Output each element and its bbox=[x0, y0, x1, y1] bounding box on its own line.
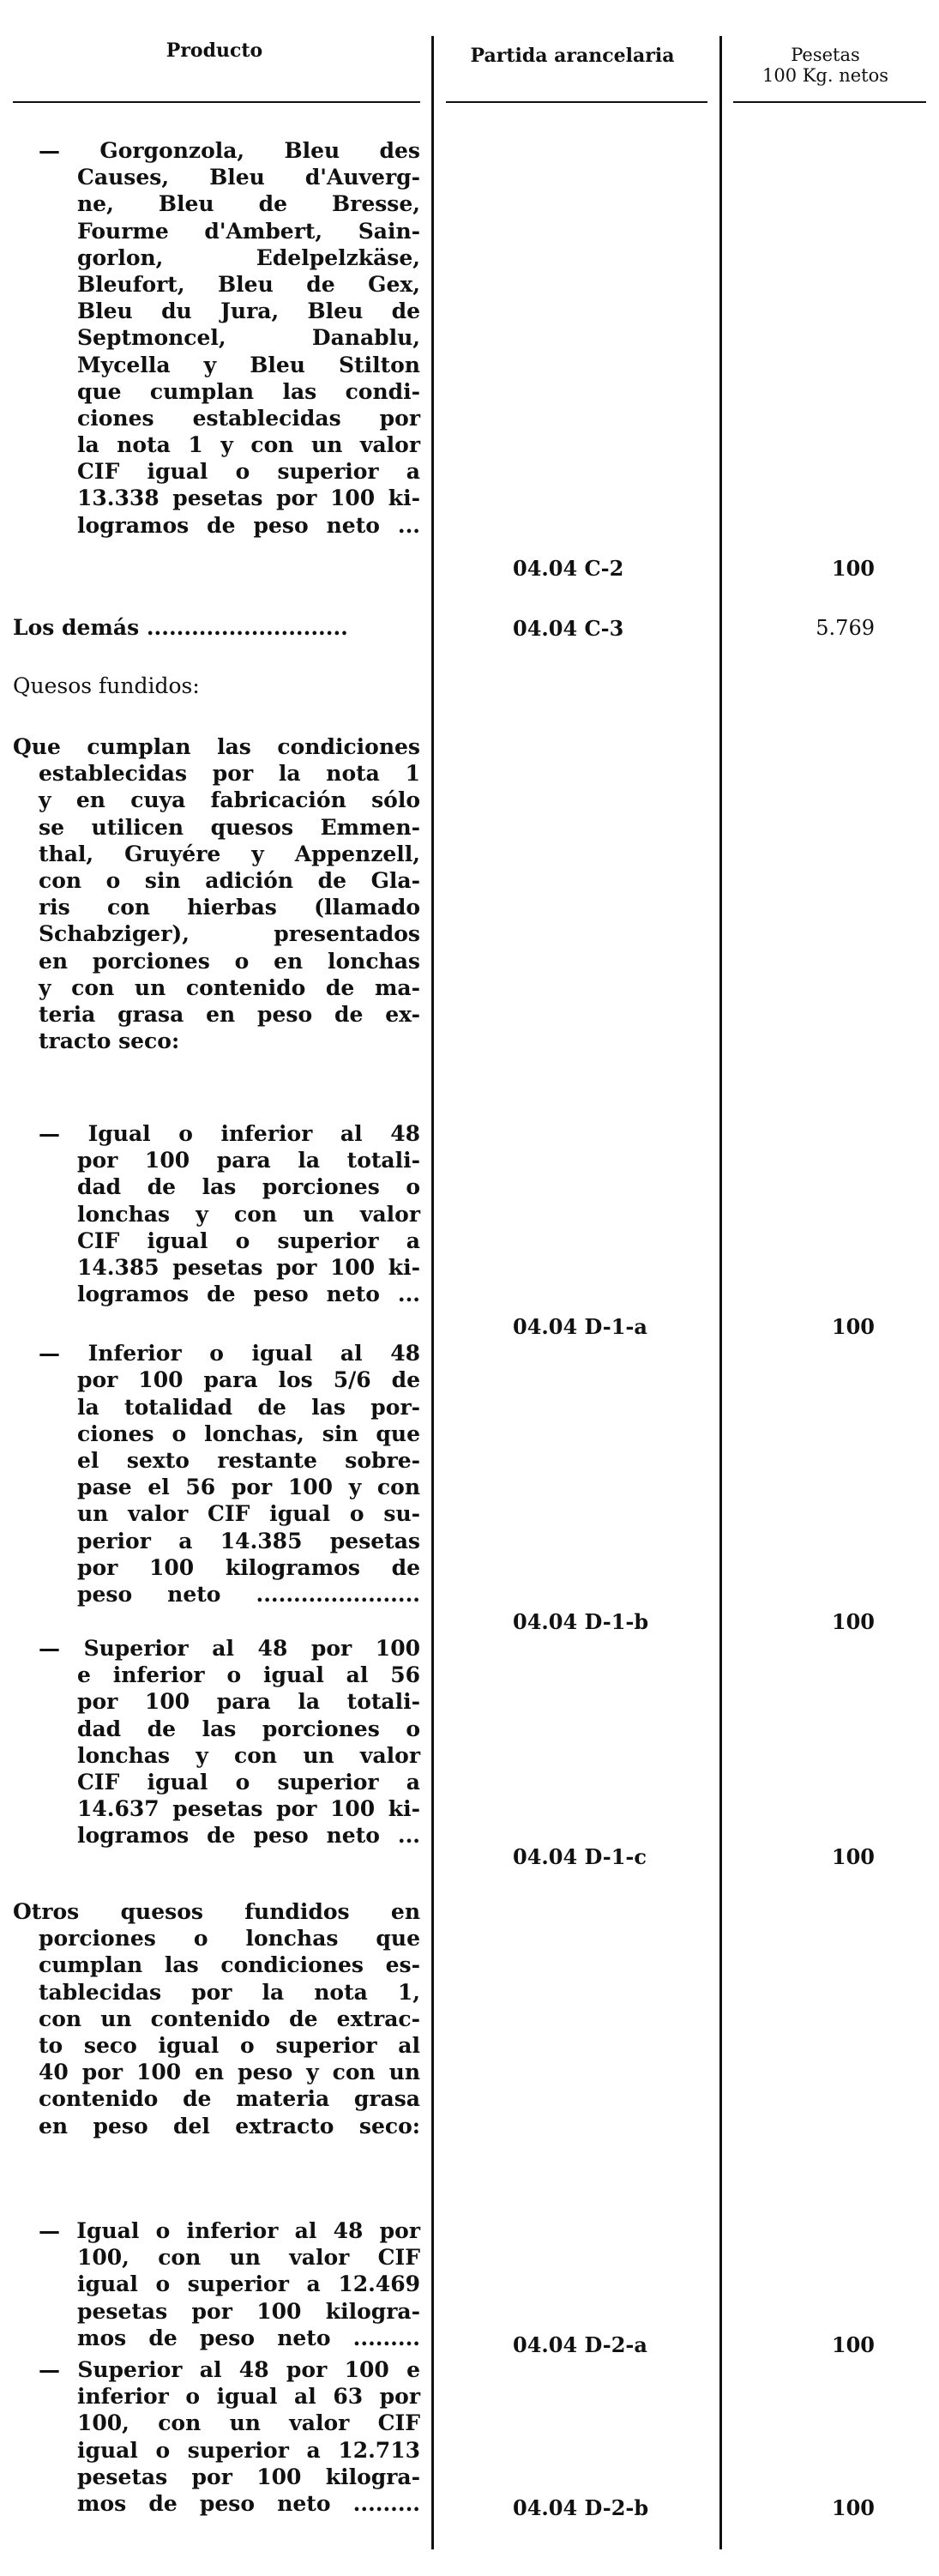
tariff-value: 100 bbox=[831, 2332, 875, 2357]
text-line: por 100 para los 5/6 de bbox=[77, 1367, 420, 1393]
text-line: la nota 1 y con un valor bbox=[77, 432, 420, 458]
tariff-value: 100 bbox=[831, 556, 875, 581]
item-d2a-text bbox=[39, 2217, 420, 2351]
text-line: — Superior al 48 por 100 e bbox=[39, 2357, 420, 2382]
tariff-value: 5.769 bbox=[816, 616, 875, 640]
text-line: cumplan las condiciones es- bbox=[39, 1952, 420, 1978]
tariff-value: 100 bbox=[831, 1314, 875, 1339]
text-line: 40 por 100 en peso y con un bbox=[39, 2060, 420, 2085]
column-header-pesetas-line1: Pesetas bbox=[791, 45, 860, 65]
text-line: la totalidad de las por- bbox=[77, 1394, 420, 1420]
item-gorgonzola-text bbox=[39, 137, 420, 539]
text-line: peso neto ...................... bbox=[77, 1581, 420, 1607]
item-los-demas-text bbox=[13, 614, 420, 641]
text-line: Fourme d'Ambert, Sain- bbox=[77, 218, 420, 244]
tariff-code: 04.04 C-3 bbox=[513, 616, 624, 641]
tariff-value: 100 bbox=[831, 2495, 875, 2520]
text-line: pesetas por 100 kilogra- bbox=[77, 2464, 420, 2489]
text-line: que cumplan las condi- bbox=[77, 378, 420, 404]
text-line: — Inferior o igual al 48 bbox=[39, 1341, 420, 1366]
text-line: el sexto restante sobre- bbox=[77, 1447, 420, 1473]
text-line: Otros quesos fundidos en bbox=[13, 1899, 420, 1924]
tariff-value: 100 bbox=[831, 1844, 875, 1869]
text-line: porciones o lonchas que bbox=[39, 1926, 420, 1952]
text-line: contenido de materia grasa bbox=[39, 2086, 420, 2112]
text-line: igual o superior a 12.713 bbox=[77, 2437, 420, 2463]
text-line: Que cumplan las condiciones bbox=[13, 734, 420, 759]
text-line: ciones o lonchas, sin que bbox=[77, 1421, 420, 1446]
text-line: CIF igual o superior a bbox=[77, 459, 420, 485]
text-line: igual o superior a 12.469 bbox=[77, 2271, 420, 2297]
text-line: ciones establecidas por bbox=[77, 405, 420, 431]
text-line: e inferior o igual al 56 bbox=[77, 1662, 420, 1688]
text-line: perior a 14.385 pesetas bbox=[77, 1528, 420, 1553]
text-line: CIF igual o superior a bbox=[77, 1769, 420, 1795]
item-otros-quesos-text bbox=[13, 1898, 420, 2139]
header-rule-producto bbox=[13, 101, 420, 103]
text-line: Schabziger), presentados bbox=[39, 921, 420, 947]
text-line: 100, con un valor CIF bbox=[77, 2410, 420, 2436]
header-rule-partida bbox=[446, 101, 707, 103]
tariff-code: 04.04 D-2-a bbox=[513, 2332, 647, 2357]
column-header-pesetas bbox=[729, 45, 922, 86]
text-line: por 100 kilogramos de bbox=[77, 1554, 420, 1580]
text-line: 13.338 pesetas por 100 ki- bbox=[77, 486, 420, 511]
text-line: — Gorgonzola, Bleu des bbox=[39, 138, 420, 163]
text-line: — Igual o inferior al 48 bbox=[39, 1121, 420, 1146]
tariff-code: 04.04 D-1-a bbox=[513, 1314, 647, 1339]
text-line: — Igual o inferior al 48 por bbox=[39, 2218, 420, 2243]
text-line: CIF igual o superior a bbox=[77, 1228, 420, 1253]
text-line: gorlon, Edelpelzkäse, bbox=[77, 244, 420, 270]
item-que-cumplan-text bbox=[13, 733, 420, 1054]
text-line: thal, Gruyére y Appenzell, bbox=[39, 841, 420, 866]
tariff-code: 04.04 C-2 bbox=[513, 556, 624, 581]
text-line: logramos de peso neto ... bbox=[77, 512, 420, 538]
tariff-code: 04.04 D-1-b bbox=[513, 1609, 649, 1634]
tariff-code: 04.04 D-2-b bbox=[513, 2495, 649, 2520]
text-line: establecidas por la nota 1 bbox=[39, 761, 420, 787]
text-line: Septmoncel, Danablu, bbox=[77, 325, 420, 351]
section-heading-quesos-fundidos bbox=[13, 673, 420, 699]
item-d1b-text bbox=[39, 1313, 420, 1608]
item-d1c-text bbox=[39, 1635, 420, 1849]
text-line: lonchas y con un valor bbox=[77, 1742, 420, 1768]
text-line: se utilicen quesos Emmen- bbox=[39, 814, 420, 840]
text-line: Quesos fundidos: bbox=[13, 673, 200, 698]
text-line: por 100 para la totali- bbox=[77, 1689, 420, 1715]
text-line: logramos de peso neto ... bbox=[77, 1823, 420, 1849]
text-line: pase el 56 por 100 y con bbox=[77, 1475, 420, 1500]
text-line: tablecidas por la nota 1, bbox=[39, 1979, 420, 2005]
text-line: Bleu du Jura, Bleu de bbox=[77, 299, 420, 324]
text-line: en peso del extracto seco: bbox=[39, 2113, 420, 2139]
text-line: y en cuya fabricación sólo bbox=[39, 787, 420, 813]
text-line: dad de las porciones o bbox=[77, 1716, 420, 1741]
item-d1a-text bbox=[39, 1120, 420, 1307]
text-line: con o sin adición de Gla- bbox=[39, 867, 420, 893]
text-line: 14.385 pesetas por 100 ki- bbox=[77, 1254, 420, 1280]
tariff-value: 100 bbox=[831, 1609, 875, 1634]
text-line: por 100 para la totali- bbox=[77, 1148, 420, 1173]
item-d2b-text bbox=[39, 2356, 420, 2517]
text-line: logramos de peso neto ... bbox=[77, 1282, 420, 1307]
header-rule-pesetas bbox=[733, 101, 926, 103]
text-line: Mycella y Bleu Stilton bbox=[77, 352, 420, 377]
text-line: lonchas y con un valor bbox=[77, 1201, 420, 1227]
text-line: ris con hierbas (llamado bbox=[39, 895, 420, 920]
text-line: pesetas por 100 kilogra- bbox=[77, 2298, 420, 2324]
text-line: un valor CIF igual o su- bbox=[77, 1501, 420, 1527]
text-line: con un contenido de extrac- bbox=[39, 2006, 420, 2031]
text-line: Los demás ........................... bbox=[13, 615, 348, 640]
text-line: en porciones o en lonchas bbox=[39, 948, 420, 974]
text-line: y con un contenido de ma- bbox=[39, 974, 420, 1000]
text-line: — Superior al 48 por 100 bbox=[39, 1636, 420, 1661]
text-line: to seco igual o superior al bbox=[39, 2032, 420, 2058]
column-header-producto: Producto bbox=[166, 39, 263, 62]
text-line: mos de peso neto ......... bbox=[77, 2325, 420, 2350]
text-line: inferior o igual al 63 por bbox=[77, 2384, 420, 2410]
text-line: 14.637 pesetas por 100 ki- bbox=[77, 1796, 420, 1822]
column-divider-right bbox=[719, 36, 722, 2549]
tariff-code: 04.04 D-1-c bbox=[513, 1844, 647, 1869]
text-line: Bleufort, Bleu de Gex, bbox=[77, 271, 420, 297]
text-line: tracto seco: bbox=[39, 1029, 180, 1054]
column-header-pesetas-line2: 100 Kg. netos bbox=[761, 65, 889, 86]
text-line: dad de las porciones o bbox=[77, 1174, 420, 1200]
text-line: teria grasa en peso de ex- bbox=[39, 1001, 420, 1027]
column-divider-left bbox=[431, 36, 434, 2549]
text-line: Causes, Bleu d'Auverg- bbox=[77, 165, 420, 190]
text-line: 100, con un valor CIF bbox=[77, 2245, 420, 2271]
text-line: mos de peso neto ......... bbox=[77, 2490, 420, 2516]
column-header-partida: Partida arancelaria bbox=[470, 45, 675, 67]
text-line: ne, Bleu de Bresse, bbox=[77, 191, 420, 217]
